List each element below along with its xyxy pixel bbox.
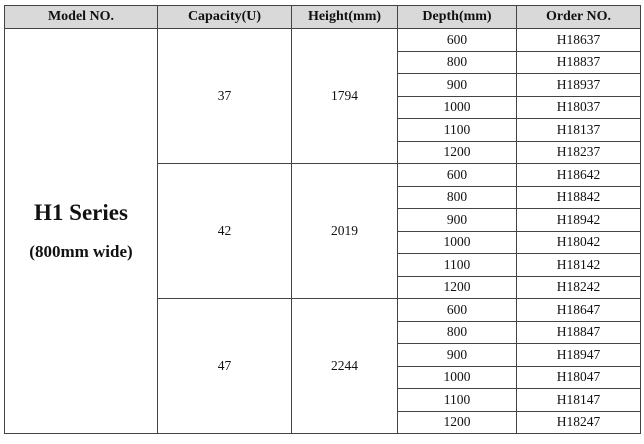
depth-cell: 1000 [398, 96, 517, 119]
depth-cell: 900 [398, 344, 517, 367]
depth-cell: 1200 [398, 141, 517, 164]
depth-cell: 900 [398, 74, 517, 97]
depth-cell: 1000 [398, 366, 517, 389]
capacity-cell: 42 [158, 164, 292, 299]
order-cell: H18937 [517, 74, 641, 97]
depth-cell: 1200 [398, 276, 517, 299]
depth-cell: 600 [398, 29, 517, 52]
order-cell: H18842 [517, 186, 641, 209]
depth-cell: 800 [398, 51, 517, 74]
order-cell: H18147 [517, 389, 641, 412]
order-cell: H18837 [517, 51, 641, 74]
order-cell: H18037 [517, 96, 641, 119]
table-body [5, 29, 641, 434]
depth-cell: 900 [398, 209, 517, 232]
model-note: (800mm wide) [29, 242, 133, 261]
order-cell: H18637 [517, 29, 641, 52]
order-cell: H18237 [517, 141, 641, 164]
header-model: Model NO. [5, 6, 158, 29]
header-row [5, 6, 641, 29]
order-cell: H18642 [517, 164, 641, 187]
order-cell: H18947 [517, 344, 641, 367]
height-cell: 2244 [292, 299, 398, 434]
depth-cell: 600 [398, 299, 517, 322]
order-cell: H18142 [517, 254, 641, 277]
order-cell: H18847 [517, 321, 641, 344]
height-cell: 2019 [292, 164, 398, 299]
depth-cell: 1100 [398, 389, 517, 412]
depth-cell: 1100 [398, 254, 517, 277]
capacity-cell: 37 [158, 29, 292, 164]
header-capacity: Capacity(U) [158, 6, 292, 29]
capacity-cell: 47 [158, 299, 292, 434]
header-depth: Depth(mm) [398, 6, 517, 29]
order-cell: H18242 [517, 276, 641, 299]
order-cell: H18042 [517, 231, 641, 254]
table-row [5, 29, 641, 52]
depth-cell: 800 [398, 186, 517, 209]
model-cell [5, 29, 158, 434]
height-cell: 1794 [292, 29, 398, 164]
depth-cell: 600 [398, 164, 517, 187]
depth-cell: 1200 [398, 411, 517, 434]
order-cell: H18047 [517, 366, 641, 389]
depth-cell: 1000 [398, 231, 517, 254]
order-cell: H18647 [517, 299, 641, 322]
order-cell: H18137 [517, 119, 641, 142]
order-cell: H18942 [517, 209, 641, 232]
spec-table [4, 5, 641, 434]
header-order: Order NO. [517, 6, 641, 29]
depth-cell: 1100 [398, 119, 517, 142]
depth-cell: 800 [398, 321, 517, 344]
model-name: H1 Series [34, 200, 128, 225]
header-height: Height(mm) [292, 6, 398, 29]
order-cell: H18247 [517, 411, 641, 434]
